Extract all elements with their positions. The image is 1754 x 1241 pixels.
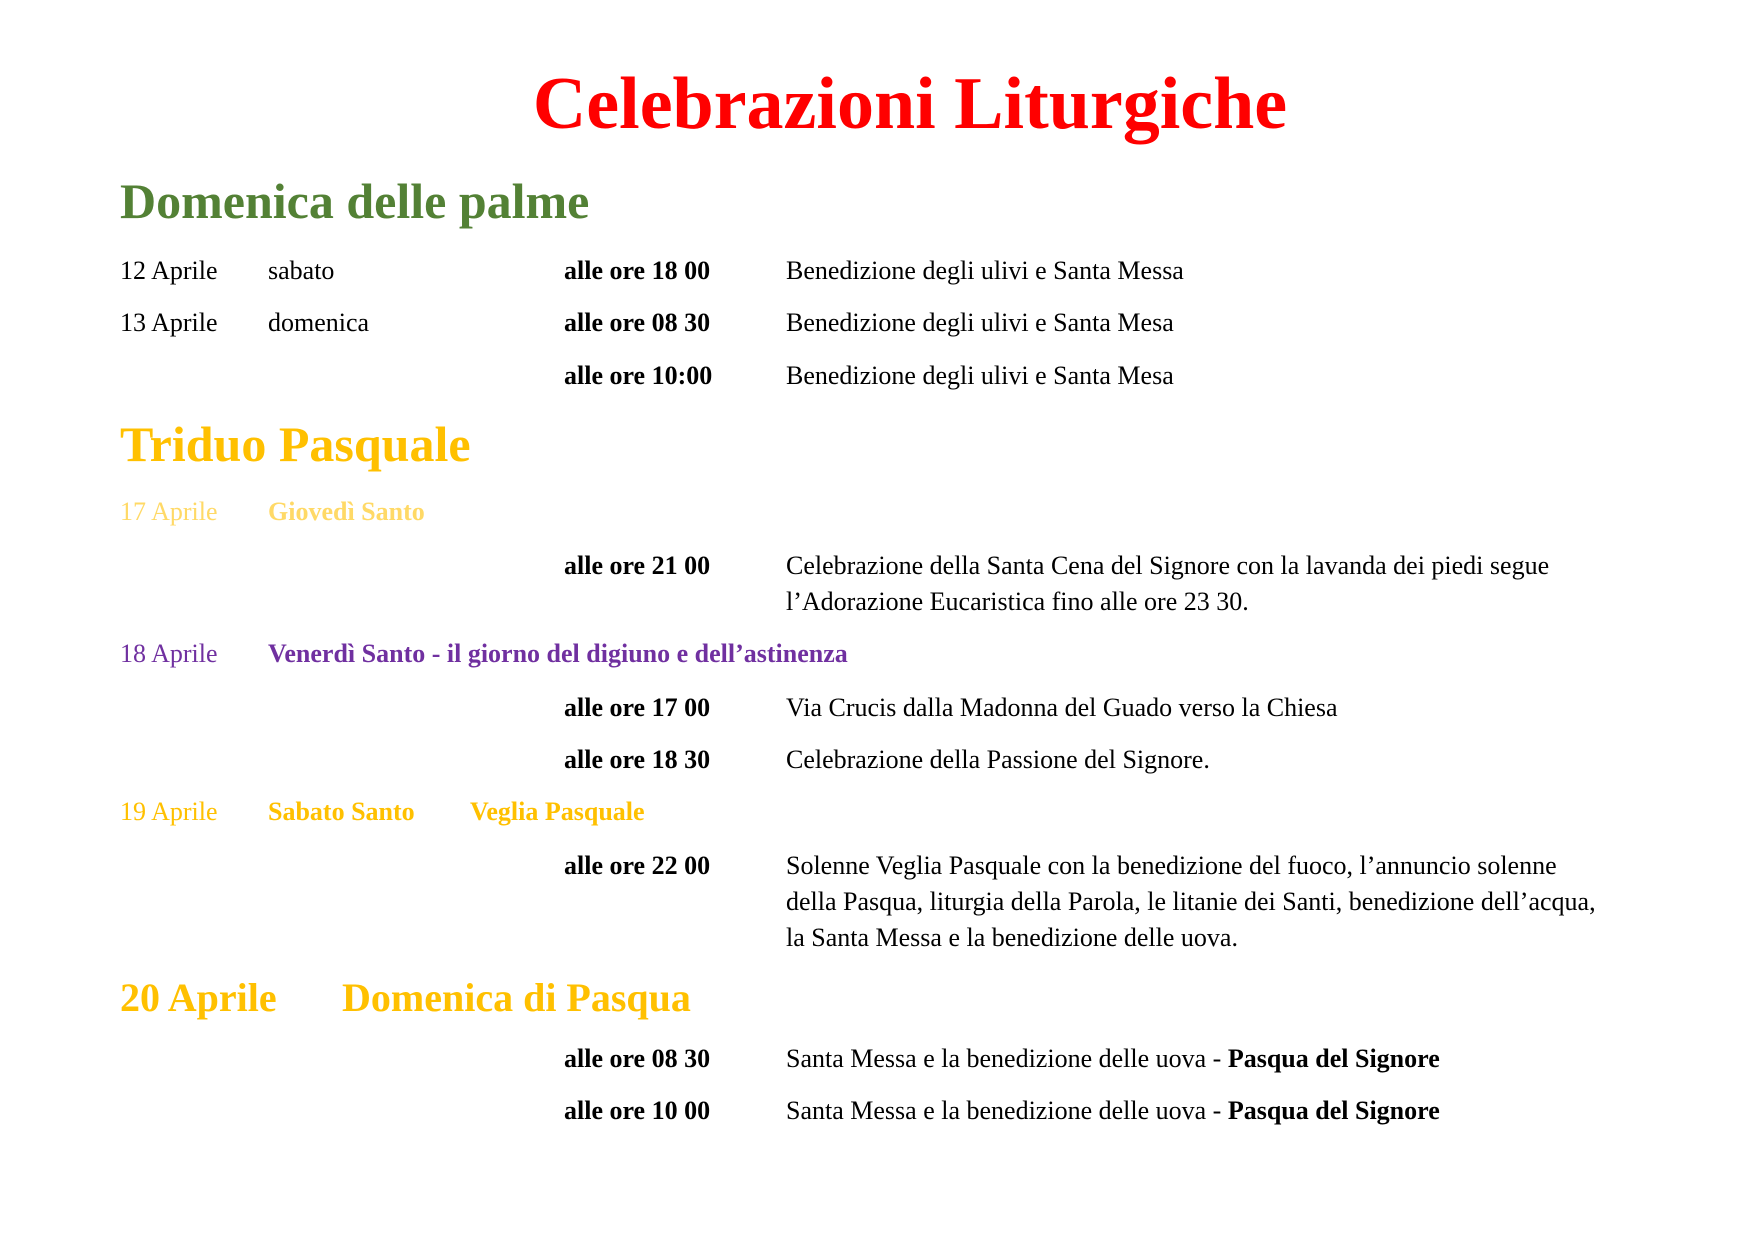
palme-row-2-time: alle ore 08 30 (564, 308, 711, 337)
section-heading-triduo: Triduo Pasquale (120, 416, 471, 472)
venerdi-row-2-time: alle ore 18 30 (564, 745, 711, 774)
sabato-desc-line-1: Solenne Veglia Pasquale con la benedizione del fuoco, l’annuncio solenne (786, 851, 1557, 880)
sabato-desc-line-2: della Pasqua, liturgia della Parola, le litanie dei Santi, benedizione dell’acqua, (786, 887, 1596, 916)
sabato-time: alle ore 22 00 (564, 851, 711, 880)
pasqua-row-2-time: alle ore 10 00 (564, 1096, 711, 1125)
pasqua-date: 20 Aprile (120, 975, 277, 1020)
section-heading-pasqua: Domenica di Pasqua (342, 975, 691, 1020)
giovedi-label: Giovedì Santo (268, 497, 425, 526)
palme-row-1-time: alle ore 18 00 (564, 256, 711, 285)
page-title: Celebrazioni Liturgiche (532, 63, 1288, 145)
giovedi-date: 17 Aprile (120, 497, 218, 526)
palme-row-1-desc: Benedizione degli ulivi e Santa Messa (786, 256, 1184, 285)
pasqua-row-1-desc-text: Santa Messa e la benedizione delle uova - (786, 1044, 1228, 1073)
giovedi-desc-line-2: l’Adorazione Eucaristica fino alle ore 23 30. (786, 587, 1249, 616)
palme-row-2-desc: Benedizione degli ulivi e Santa Mesa (786, 308, 1174, 337)
venerdi-row-1-desc: Via Crucis dalla Madonna del Guado verso la Chiesa (786, 693, 1338, 722)
venerdi-date: 18 Aprile (120, 639, 218, 668)
pasqua-row-1-desc-bold: Pasqua del Signore (1227, 1044, 1440, 1073)
palme-row-1-date: 12 Aprile (120, 256, 218, 285)
palme-row-2-date: 13 Aprile (120, 308, 218, 337)
pasqua-row-2-desc-text: Santa Messa e la benedizione delle uova - (786, 1096, 1228, 1125)
sabato-date: 19 Aprile (120, 797, 218, 826)
pasqua-row-2-desc-bold: Pasqua del Signore (1227, 1096, 1440, 1125)
sabato-desc-line-3: la Santa Messa e la benedizione delle uova. (786, 923, 1238, 952)
palme-row-3-time: alle ore 10:00 (564, 361, 713, 390)
palme-row-1-day: sabato (268, 256, 335, 285)
venerdi-row-1-time: alle ore 17 00 (564, 693, 711, 722)
venerdi-label: Venerdì Santo - il giorno del digiuno e dell’astinenza (268, 639, 848, 668)
pasqua-row-1-time: alle ore 08 30 (564, 1044, 711, 1073)
giovedi-desc-line-1: Celebrazione della Santa Cena del Signore con la lavanda dei piedi segue (786, 551, 1550, 580)
sabato-label-2: Veglia Pasquale (470, 797, 645, 826)
pasqua-row-1-desc (786, 1041, 1706, 1077)
section-heading-palme: Domenica delle palme (120, 173, 590, 229)
palme-row-2-day: domenica (268, 308, 370, 337)
sabato-label: Sabato Santo (268, 797, 415, 826)
giovedi-time: alle ore 21 00 (564, 551, 711, 580)
pasqua-row-2-desc (786, 1093, 1706, 1129)
palme-row-3-desc: Benedizione degli ulivi e Santa Mesa (786, 361, 1174, 390)
venerdi-row-2-desc: Celebrazione della Passione del Signore. (786, 745, 1210, 774)
